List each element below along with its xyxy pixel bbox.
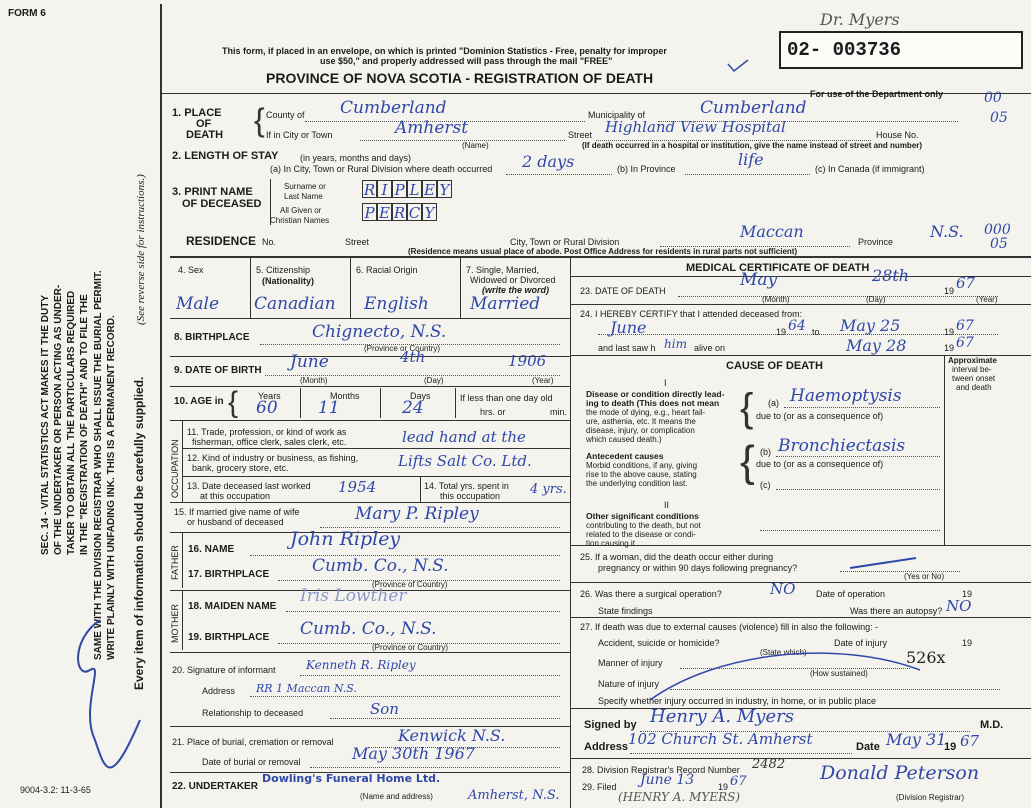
s21-label-a: 21. Place of burial, cremation or removal <box>172 737 334 747</box>
s23-day: 28th <box>872 266 910 285</box>
specify-label: Specify whether injury occurred in industry, in home, or in public place <box>598 696 876 706</box>
s5-label: 5. Citizenship <box>256 265 311 275</box>
s13-b: at this occupation <box>200 491 271 501</box>
surname-label-a: Surname or <box>284 182 326 191</box>
bottom-handwritten: (HENRY A. MYERS) <box>618 790 741 804</box>
s9-year: 1906 <box>508 352 547 370</box>
street-value: Highland View Hospital <box>605 118 786 136</box>
s1-label-a: 1. PLACE <box>172 107 222 119</box>
s21-place-value: Kenwick N.S. <box>398 726 506 745</box>
cause-a-line <box>784 407 940 408</box>
s24-alive-label: alive on <box>694 343 726 353</box>
envelope-notice-1: This form, if placed in an envelope, on which is printed "Dominion Statistics - Free, penalty for improper <box>222 46 667 56</box>
cause-brace-2: { <box>740 437 755 486</box>
s24-last-label: and last saw h <box>598 343 656 353</box>
code-3: 000 <box>984 222 1011 238</box>
other-a: Other significant conditions <box>586 511 699 521</box>
residence-note: (Residence means usual place of abode. Post Office Address for residents in rural parts not sufficient) <box>408 247 798 256</box>
med-line-27 <box>570 708 1031 709</box>
s23-year-caption: (Year) <box>976 295 998 304</box>
s21-date-line <box>310 767 560 768</box>
s8-label: 8. BIRTHPLACE <box>174 332 250 343</box>
check-mark-icon <box>726 58 750 74</box>
residence-city-label: City, Town or Rural Division <box>510 237 620 247</box>
s13-value: 1954 <box>338 478 377 496</box>
s14-value: 4 yrs. <box>530 482 567 497</box>
code-1: 00 <box>984 90 1002 106</box>
s10-months-label: Months <box>330 391 360 401</box>
residence-province-value: N.S. <box>930 222 964 241</box>
s24-last-mid: him <box>664 337 687 351</box>
injury-year-pre: 19 <box>962 638 973 648</box>
registrar-signature: Donald Peterson <box>820 762 980 784</box>
other-c: related to the disease or condi- <box>586 530 696 539</box>
s26-value: NO <box>770 580 796 598</box>
s10-days-label: Days <box>410 391 431 401</box>
s2-label: 2. LENGTH OF STAY <box>172 150 279 162</box>
s24-last-year: 67 <box>956 335 974 351</box>
mother-maiden-value: Iris Lowther <box>300 586 407 606</box>
county-label: County of <box>266 110 305 120</box>
s2-sub: (in years, months and days) <box>300 153 412 163</box>
date-label: Date <box>856 741 880 753</box>
s24-line-1 <box>598 334 998 335</box>
signed-label: Signed by <box>584 719 637 731</box>
s20-address-value: RR 1 Maccan N.S. <box>256 682 357 695</box>
med-line-25 <box>570 582 1031 583</box>
s26-year-pre: 19 <box>962 589 973 599</box>
due-to-2: due to (or as a consequence of) <box>756 459 884 469</box>
s9-day-caption: (Day) <box>424 376 444 385</box>
form-title: PROVINCE OF NOVA SCOTIA - REGISTRATION OF DEATH <box>266 70 654 86</box>
s4-value: Male <box>176 294 220 314</box>
s10-less-label: If less than one day old <box>460 393 553 403</box>
side-text-6: WRITE PLAINLY WITH UNFADING INK. THIS IS A PERMANENT RECORD. <box>106 315 117 660</box>
other-line <box>760 530 940 531</box>
s10-vl2 <box>380 388 381 418</box>
s2-a-line <box>506 174 612 175</box>
s1-label-b: OF <box>196 118 212 130</box>
registration-number-box <box>779 31 1023 69</box>
s4-label: 4. Sex <box>178 265 204 275</box>
s1-label-c: DEATH <box>186 129 224 141</box>
code-526: 526x <box>906 648 946 667</box>
letter-box: Y <box>422 203 437 221</box>
due-to-1: due to (or as a consequence of) <box>756 411 884 421</box>
col-line-3 <box>460 258 461 318</box>
approx-d: and death <box>956 383 992 392</box>
s12-b: bank, grocery store, etc. <box>192 463 289 473</box>
s29-value: June 13 <box>640 772 695 788</box>
accident-label: Accident, suicide or homicide? <box>598 638 720 648</box>
manner-label: Manner of injury <box>598 658 663 668</box>
interval-vline <box>944 355 945 545</box>
s27-label: 27. If death was due to external causes (violence) fill in also the following: - <box>580 622 879 632</box>
residence-street-label: Street <box>345 237 370 247</box>
autopsy-value: NO <box>946 597 972 615</box>
roman-1: I <box>664 378 667 388</box>
form-label: FORM 6 <box>8 8 46 19</box>
letter-box: E <box>377 203 392 221</box>
city-name-caption: (Name) <box>462 141 489 150</box>
disease-e: disease, injury, or complication <box>586 426 695 435</box>
column-divider <box>570 258 571 808</box>
roman-2: II <box>664 500 670 510</box>
s24-to: May 25 <box>840 316 901 335</box>
s11-b: fisherman, office clerk, sales clerk, etc. <box>192 437 347 447</box>
letter-box: Y <box>437 180 452 198</box>
letter-box: R <box>393 204 406 222</box>
s23-line <box>678 296 998 297</box>
s26-label: 26. Was there a surgical operation? <box>580 589 722 599</box>
medical-title: MEDICAL CERTIFICATE OF DEATH <box>686 262 870 274</box>
envelope-notice-2: use $50," and properly addressed will pass through the mail "FREE" <box>320 56 613 66</box>
s2-b-value: life <box>738 150 764 169</box>
cause-title: CAUSE OF DEATH <box>726 360 823 372</box>
s21-label-b: Date of burial or removal <box>202 757 301 767</box>
other-d: tion causing it. <box>586 539 638 548</box>
mid-divider <box>170 256 1031 258</box>
side-text-3: TAKER TO OBTAIN ALL THE PARTICULARS REQUIRED <box>66 290 77 555</box>
father-name-label: 16. NAME <box>188 544 235 555</box>
row-line-10 <box>170 420 570 421</box>
s6-value: English <box>364 294 429 314</box>
s10-months: 11 <box>318 398 340 418</box>
s28-label: 28. Division Registrar's Record Number <box>582 765 740 775</box>
s9-year-caption: (Year) <box>532 376 554 385</box>
s9-month-caption: (Month) <box>300 376 328 385</box>
side-text-7: Every item of information should be carefully supplied. <box>132 376 146 690</box>
father-bp-label: 17. BIRTHPLACE <box>188 569 270 580</box>
s2-a-label: (a) In City, Town or Rural Division where death occurred <box>270 164 493 174</box>
residence-no-label: No. <box>262 237 277 247</box>
s9-day: 4th <box>400 348 426 366</box>
s10-vl1 <box>300 388 301 418</box>
s14-a: 14. Total yrs. spent in <box>424 481 509 491</box>
surname-label-b: Last Name <box>284 192 323 201</box>
address-value: 102 Church St. Amherst <box>628 730 813 748</box>
s23-label: 23. DATE OF DEATH <box>580 286 666 296</box>
municipality-label: Municipality of <box>588 110 646 120</box>
s12-value: Lifts Salt Co. Ltd. <box>398 452 532 470</box>
s2-a-value: 2 days <box>522 152 575 171</box>
s2-b-line <box>685 174 810 175</box>
antecedent-a: Antecedent causes <box>586 451 664 461</box>
s10-days: 24 <box>402 398 424 418</box>
s7-label-c: (write the word) <box>482 285 549 295</box>
mother-bp-caption: (Province or Country) <box>372 643 449 652</box>
department-use-label: For use of the Department only <box>810 89 944 99</box>
date-year: 67 <box>960 732 980 750</box>
letter-box: R <box>363 181 376 199</box>
s14-b: this occupation <box>440 491 501 501</box>
given-letter-boxes <box>362 203 437 223</box>
s7-label-b: Widowed or Divorced <box>470 275 556 285</box>
antecedent-b: Morbid conditions, if any, giving <box>586 461 698 470</box>
city-label: If in City or Town <box>266 130 333 140</box>
s3-label-a: 3. PRINT NAME <box>172 186 253 198</box>
side-text-1: SEC. 14 - VITAL STATISTICS ACT MAKES IT THE DUTY <box>40 294 51 555</box>
form-code: 9004-3.2: 11-3-65 <box>20 785 91 795</box>
municipality-value: Cumberland <box>700 98 807 118</box>
s10-hrs-label: hrs. or <box>480 407 506 417</box>
approx-c: tween onset <box>952 374 996 383</box>
s5-sub: (Nationality) <box>262 276 315 286</box>
father-side-label: FATHER <box>170 545 180 580</box>
s24-to-label: to <box>812 327 820 337</box>
mother-bp-label: 19. BIRTHPLACE <box>188 632 270 643</box>
s24-to-year: 67 <box>956 318 974 334</box>
top-handwritten-name: Dr. Myers <box>820 10 900 29</box>
s2-c-label: (c) In Canada (if immigrant) <box>815 164 925 174</box>
state-which: (State which) <box>760 648 807 657</box>
s15-label-b: or husband of deceased <box>187 517 284 527</box>
date-year-pre: 19 <box>944 741 957 753</box>
s25-caption: (Yes or No) <box>904 572 945 581</box>
occ-vline-2 <box>420 476 421 502</box>
s10-label: 10. AGE in <box>174 396 224 407</box>
cause-b-line <box>776 456 940 457</box>
s20-relationship-label: Relationship to deceased <box>202 708 304 718</box>
s24-to-year-pre: 19 <box>944 327 955 337</box>
code-4: 05 <box>990 236 1008 252</box>
antecedent-d: the underlying condition last. <box>586 479 688 488</box>
s1-brace: { <box>254 102 265 138</box>
s29-year: 67 <box>730 774 747 789</box>
how-sustained: (How sustained) <box>810 669 868 678</box>
s23-year-pre: 19 <box>944 286 955 296</box>
registrar-caption: (Division Registrar) <box>896 793 965 802</box>
occ-line-1 <box>182 448 570 449</box>
mother-maiden-line <box>286 611 560 612</box>
mother-vline <box>182 590 183 650</box>
cause-brace-1: { <box>740 386 754 430</box>
mother-bp-value: Cumb. Co., N.S. <box>300 619 437 639</box>
cause-c-label: (c) <box>760 480 771 490</box>
cause-c-line <box>776 489 940 490</box>
father-vline <box>182 532 183 588</box>
disease-f: which caused death.) <box>586 435 662 444</box>
state-findings: State findings <box>598 606 653 616</box>
s24-from-year-pre: 19 <box>776 327 787 337</box>
disease-a: Disease or condition directly lead- <box>586 389 725 399</box>
s20-address-label: Address <box>202 686 236 696</box>
letter-box: C <box>408 204 421 222</box>
occ-line-2 <box>182 476 570 477</box>
approx-a: Approximate <box>948 356 997 365</box>
s25-a: 25. If a woman, did the death occur either during <box>580 552 774 562</box>
med-line-23 <box>570 304 1031 305</box>
side-text-2: OF THE UNDERTAKER OR PERSON ACTING AS UNDER- <box>53 284 64 555</box>
md-label: M.D. <box>980 719 1004 731</box>
street-label: Street <box>568 130 593 140</box>
occupation-side-label: OCCUPATION <box>170 439 180 498</box>
s20-signature: Kenneth R. Ripley <box>306 658 416 672</box>
residence-label: RESIDENCE <box>186 234 257 248</box>
cause-b-value: Bronchiectasis <box>778 436 906 456</box>
hospital-note: (If death occurred in a hospital or institution, give the name instead of street and number) <box>582 141 923 150</box>
father-bp-value: Cumb. Co., N.S. <box>312 556 449 576</box>
given-label-b: Christian Names <box>270 216 330 225</box>
row-line-4-7 <box>170 318 570 319</box>
s20-relationship-line <box>330 718 560 719</box>
s29-label: 29. Filed <box>582 782 617 792</box>
s24-label: 24. I HEREBY CERTIFY that I attended deceased from: <box>580 309 803 319</box>
s20-line <box>300 675 560 676</box>
s3-label-b: OF DECEASED <box>182 198 262 210</box>
s21-date-value: May 30th 1967 <box>352 744 475 763</box>
autopsy-label: Was there an autopsy? <box>850 606 943 616</box>
s5-value: Canadian <box>254 294 336 314</box>
signed-value: Henry A. Myers <box>650 706 794 727</box>
s26-date-label: Date of operation <box>816 589 886 599</box>
s24-last-date: May 28 <box>846 336 907 355</box>
s24-from-year: 64 <box>788 318 806 334</box>
s28-value: 2482 <box>752 757 786 772</box>
s23-year: 67 <box>956 274 976 292</box>
med-line-26 <box>570 617 1031 618</box>
disease-b: ing to death (This does not mean <box>586 398 720 408</box>
s8-caption: (Province or Country) <box>364 344 441 353</box>
s2-b-label: (b) In Province <box>617 164 676 174</box>
s12-a: 12. Kind of industry or business, as fishing, <box>187 453 359 463</box>
s9-month: June <box>290 352 329 372</box>
city-value: Amherst <box>395 118 469 138</box>
s20-relationship-value: Son <box>370 700 399 718</box>
s24-from: June <box>610 318 647 337</box>
s10-years: 60 <box>256 398 278 418</box>
s22-value: Dowling's Funeral Home Ltd. <box>262 772 441 785</box>
left-frame-line <box>160 4 162 808</box>
antecedent-c: rise to the above cause, stating <box>586 470 697 479</box>
s11-a: 11. Trade, profession, or kind of work as <box>187 427 347 437</box>
col-line-1 <box>250 258 251 318</box>
letter-box: E <box>422 180 437 198</box>
father-bp-caption: (Province of Country) <box>372 580 448 589</box>
mother-side-label: MOTHER <box>170 604 180 643</box>
s20-label: 20. Signature of informant <box>172 665 276 675</box>
s20-address-line <box>250 696 560 697</box>
row-line-mother <box>170 652 570 653</box>
col-line-2 <box>350 258 351 318</box>
date-value: May 31 <box>886 730 947 749</box>
s22-caption: (Name and address) <box>360 792 433 801</box>
s8-value: Chignecto, N.S. <box>312 322 447 342</box>
s15-value: Mary P. Ripley <box>355 504 479 524</box>
s29-year-pre: 19 <box>718 782 729 792</box>
cause-b-label: (b) <box>760 447 771 457</box>
s22-address-value: Amherst, N.S. <box>468 788 560 803</box>
s10-years-label: Years <box>258 391 281 401</box>
s22-label: 22. UNDERTAKER <box>172 781 258 792</box>
s23-month: May <box>740 270 778 290</box>
left-scribble <box>60 600 160 800</box>
injury-date-label: Date of injury <box>834 638 888 648</box>
s10-brace: { <box>228 386 239 419</box>
occ-vline <box>182 420 183 502</box>
cause-a-label: (a) <box>768 398 779 408</box>
address-line <box>630 753 852 754</box>
side-text-4: IN THE "REGISTRATION OF DEATH" AND TO FILE THE <box>79 294 90 555</box>
s6-label: 6. Racial Origin <box>356 265 418 275</box>
surname-letter-boxes <box>362 180 452 200</box>
residence-province-label: Province <box>858 237 894 247</box>
nature-label: Nature of injury <box>598 679 660 689</box>
code-2: 05 <box>990 110 1008 126</box>
s23-day-caption: (Day) <box>866 295 886 304</box>
given-label-a: All Given or <box>280 206 322 215</box>
med-line-sign <box>570 758 1031 759</box>
letter-box: I <box>377 180 392 198</box>
other-b: contributing to the death, but not <box>586 521 701 530</box>
s10-vl3 <box>455 388 456 418</box>
cause-a-value: Haemoptysis <box>790 386 902 406</box>
s25-dash-mark <box>846 552 926 574</box>
row-line-occ <box>170 502 570 503</box>
letter-box: L <box>407 180 422 198</box>
s24-last-year-pre: 19 <box>944 343 955 353</box>
s13-a: 13. Date deceased last worked <box>187 481 311 491</box>
s23-month-caption: (Month) <box>762 295 790 304</box>
side-text-5: SAME WITH THE DIVISION REGISTRAR WHO SHALL ISSUE THE BURIAL PERMIT. <box>93 270 104 660</box>
approx-b: interval be- <box>952 365 992 374</box>
med-line-cause <box>570 545 1031 546</box>
letter-box: P <box>362 203 377 221</box>
disease-d: ure, asthenia, etc. It means the <box>586 417 696 426</box>
s7-label-a: 7. Single, Married, <box>466 265 540 275</box>
registration-number: 02- 003736 <box>787 39 902 61</box>
side-text-8: (See reverse side for instructions.) <box>135 174 147 325</box>
county-value: Cumberland <box>340 98 447 118</box>
disease-c: the mode of dying, e.g., heart fail- <box>586 408 706 417</box>
letter-box: P <box>392 180 407 198</box>
address-label: Address <box>584 741 629 753</box>
mother-maiden-label: 18. MAIDEN NAME <box>188 601 277 612</box>
s25-b: pregnancy or within 90 days following pregnancy? <box>598 563 798 573</box>
father-name-value: John Ripley <box>290 528 401 550</box>
s11-value: lead hand at the <box>402 428 526 446</box>
s7-value: Married <box>470 294 541 314</box>
s10-min-label: min. <box>550 407 568 417</box>
house-label: House No. <box>876 130 919 140</box>
row-line-20 <box>170 726 570 727</box>
s15-label-a: 15. If married give name of wife <box>174 507 300 517</box>
residence-city-value: Maccan <box>740 222 804 241</box>
s9-label: 9. DATE OF BIRTH <box>174 365 262 376</box>
